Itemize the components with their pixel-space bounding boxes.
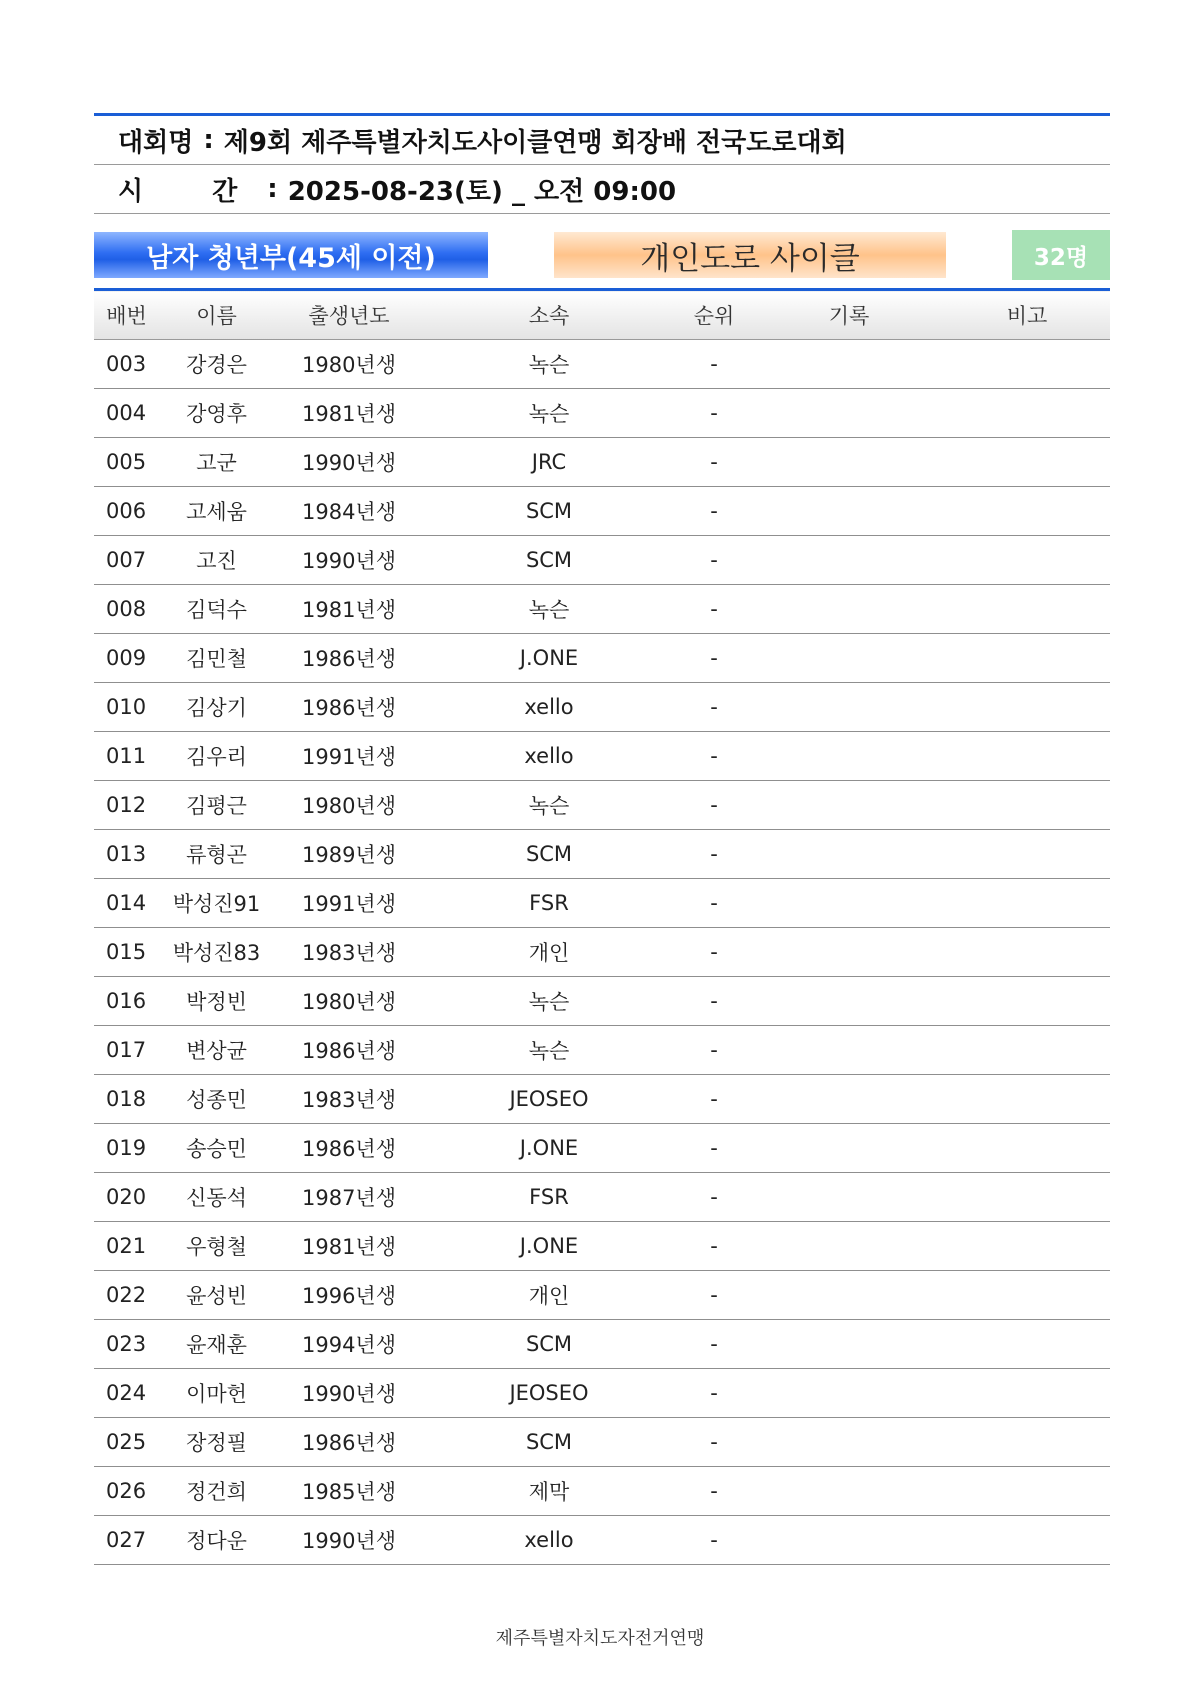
team-cell: SCM: [424, 536, 674, 585]
note-cell: [944, 830, 1110, 879]
rank-cell: -: [674, 340, 754, 389]
bib-cell: 017: [94, 1026, 159, 1075]
table-row: [94, 340, 1110, 389]
record-cell: [754, 977, 944, 1026]
name-cell: 신동석: [159, 1173, 274, 1222]
record-cell: [754, 732, 944, 781]
record-cell: [754, 1075, 944, 1124]
table-row: [94, 1222, 1110, 1271]
team-cell: J.ONE: [424, 1124, 674, 1173]
team-cell: xello: [424, 683, 674, 732]
rank-cell: -: [674, 732, 754, 781]
bib-cell: 023: [94, 1320, 159, 1369]
record-cell: [754, 536, 944, 585]
record-cell: [754, 634, 944, 683]
rank-cell: -: [674, 1124, 754, 1173]
name-cell: 류형곤: [159, 830, 274, 879]
note-cell: [944, 928, 1110, 977]
rank-cell: -: [674, 928, 754, 977]
birth-year-cell: 1990년생: [274, 536, 424, 585]
team-cell: JRC: [424, 438, 674, 487]
record-cell: [754, 1124, 944, 1173]
rank-cell: -: [674, 879, 754, 928]
name-cell: 이마헌: [159, 1369, 274, 1418]
bib-cell: 018: [94, 1075, 159, 1124]
table-row: [94, 1173, 1110, 1222]
team-cell: 녹슨: [424, 781, 674, 830]
rank-cell: -: [674, 536, 754, 585]
note-cell: [944, 438, 1110, 487]
bib-cell: 009: [94, 634, 159, 683]
rank-cell: -: [674, 585, 754, 634]
footer-organization: 제주특별자치도자전거연맹: [495, 1628, 705, 1649]
rank-cell: -: [674, 1369, 754, 1418]
bib-cell: 020: [94, 1173, 159, 1222]
event-separator: :: [203, 125, 214, 155]
team-cell: JEOSEO: [424, 1075, 674, 1124]
table-row: [94, 830, 1110, 879]
name-cell: 우형철: [159, 1222, 274, 1271]
bib-cell: 013: [94, 830, 159, 879]
record-cell: [754, 585, 944, 634]
note-cell: [944, 1271, 1110, 1320]
record-cell: [754, 879, 944, 928]
note-cell: [944, 585, 1110, 634]
record-cell: [754, 928, 944, 977]
birth-year-cell: 1990년생: [274, 1369, 424, 1418]
document-page: [94, 113, 1110, 1565]
table-row: [94, 585, 1110, 634]
bib-cell: 004: [94, 389, 159, 438]
name-cell: 김평근: [159, 781, 274, 830]
team-cell: 녹슨: [424, 1026, 674, 1075]
birth-year-cell: 1981년생: [274, 585, 424, 634]
team-cell: J.ONE: [424, 1222, 674, 1271]
column-header-name: 이름: [159, 290, 274, 340]
entry-table: [94, 288, 1110, 1565]
table-row: [94, 928, 1110, 977]
bib-cell: 022: [94, 1271, 159, 1320]
team-cell: 개인: [424, 928, 674, 977]
rank-cell: -: [674, 487, 754, 536]
name-cell: 윤재훈: [159, 1320, 274, 1369]
rank-cell: -: [674, 1320, 754, 1369]
bib-cell: 003: [94, 340, 159, 389]
time-separator: :: [267, 174, 278, 204]
event-name: 제9회 제주특별자치도사이클연맹 회장배 전국도로대회: [223, 127, 847, 158]
table-row: [94, 1369, 1110, 1418]
rank-cell: -: [674, 1467, 754, 1516]
table-row: [94, 634, 1110, 683]
birth-year-cell: 1986년생: [274, 634, 424, 683]
bib-cell: 025: [94, 1418, 159, 1467]
record-cell: [754, 389, 944, 438]
team-cell: SCM: [424, 1418, 674, 1467]
table-row: [94, 1516, 1110, 1565]
team-cell: SCM: [424, 1320, 674, 1369]
column-header-birth-year: 출생년도: [274, 290, 424, 340]
record-cell: [754, 438, 944, 487]
birth-year-cell: 1985년생: [274, 1467, 424, 1516]
record-cell: [754, 1222, 944, 1271]
rank-cell: -: [674, 1271, 754, 1320]
bib-cell: 024: [94, 1369, 159, 1418]
note-cell: [944, 1075, 1110, 1124]
event-name-row: [94, 116, 1110, 165]
record-cell: [754, 1369, 944, 1418]
note-cell: [944, 536, 1110, 585]
birth-year-cell: 1984년생: [274, 487, 424, 536]
note-cell: [944, 634, 1110, 683]
record-cell: [754, 1320, 944, 1369]
rank-cell: -: [674, 1516, 754, 1565]
note-cell: [944, 389, 1110, 438]
note-cell: [944, 1467, 1110, 1516]
note-cell: [944, 1222, 1110, 1271]
bib-cell: 010: [94, 683, 159, 732]
table-row: [94, 1075, 1110, 1124]
participant-count-badge: 32명: [1012, 230, 1110, 280]
bib-cell: 027: [94, 1516, 159, 1565]
name-cell: 고세움: [159, 487, 274, 536]
note-cell: [944, 340, 1110, 389]
table-row: [94, 438, 1110, 487]
name-cell: 김상기: [159, 683, 274, 732]
name-cell: 변상균: [159, 1026, 274, 1075]
team-cell: 녹슨: [424, 389, 674, 438]
rank-cell: -: [674, 389, 754, 438]
name-cell: 김덕수: [159, 585, 274, 634]
note-cell: [944, 781, 1110, 830]
birth-year-cell: 1981년생: [274, 389, 424, 438]
birth-year-cell: 1986년생: [274, 1026, 424, 1075]
rank-cell: -: [674, 1075, 754, 1124]
rank-cell: -: [674, 1026, 754, 1075]
team-cell: 개인: [424, 1271, 674, 1320]
name-cell: 강경은: [159, 340, 274, 389]
rank-cell: -: [674, 1173, 754, 1222]
table-body: [94, 340, 1110, 1565]
team-cell: 녹슨: [424, 977, 674, 1026]
birth-year-cell: 1986년생: [274, 683, 424, 732]
record-cell: [754, 1026, 944, 1075]
bib-cell: 008: [94, 585, 159, 634]
team-cell: 제막: [424, 1467, 674, 1516]
team-cell: xello: [424, 732, 674, 781]
category-bar: [94, 214, 1110, 288]
birth-year-cell: 1983년생: [274, 1075, 424, 1124]
note-cell: [944, 1516, 1110, 1565]
birth-year-cell: 1990년생: [274, 1516, 424, 1565]
rank-cell: -: [674, 634, 754, 683]
note-cell: [944, 1320, 1110, 1369]
table-row: [94, 389, 1110, 438]
name-cell: 김우리: [159, 732, 274, 781]
birth-year-cell: 1996년생: [274, 1271, 424, 1320]
birth-year-cell: 1983년생: [274, 928, 424, 977]
record-cell: [754, 1516, 944, 1565]
bib-cell: 016: [94, 977, 159, 1026]
column-header-record: 기록: [754, 290, 944, 340]
note-cell: [944, 1173, 1110, 1222]
bib-cell: 014: [94, 879, 159, 928]
column-header-rank: 순위: [674, 290, 754, 340]
time-label: 시 간: [118, 176, 268, 207]
bib-cell: 012: [94, 781, 159, 830]
record-cell: [754, 781, 944, 830]
event-time-row: [94, 165, 1110, 214]
name-cell: 송승민: [159, 1124, 274, 1173]
bib-cell: 007: [94, 536, 159, 585]
name-cell: 고진: [159, 536, 274, 585]
team-cell: FSR: [424, 879, 674, 928]
name-cell: 윤성빈: [159, 1271, 274, 1320]
birth-year-cell: 1986년생: [274, 1124, 424, 1173]
table-row: [94, 487, 1110, 536]
table-header-row: [94, 290, 1110, 340]
note-cell: [944, 1124, 1110, 1173]
table-row: [94, 1320, 1110, 1369]
team-cell: SCM: [424, 830, 674, 879]
column-header-bib: 배번: [94, 290, 159, 340]
birth-year-cell: 1991년생: [274, 879, 424, 928]
name-cell: 고군: [159, 438, 274, 487]
bib-cell: 005: [94, 438, 159, 487]
division-banner: 남자 청년부(45세 이전): [94, 232, 488, 278]
table-row: [94, 781, 1110, 830]
bib-cell: 011: [94, 732, 159, 781]
name-cell: 박성진91: [159, 879, 274, 928]
team-cell: 녹슨: [424, 340, 674, 389]
table-row: [94, 1271, 1110, 1320]
table-row: [94, 977, 1110, 1026]
bib-cell: 019: [94, 1124, 159, 1173]
name-cell: 강영후: [159, 389, 274, 438]
birth-year-cell: 1986년생: [274, 1418, 424, 1467]
event-info: [94, 113, 1110, 214]
name-cell: 정건희: [159, 1467, 274, 1516]
table-row: [94, 879, 1110, 928]
birth-year-cell: 1987년생: [274, 1173, 424, 1222]
record-cell: [754, 340, 944, 389]
bib-cell: 026: [94, 1467, 159, 1516]
bib-cell: 021: [94, 1222, 159, 1271]
table-row: [94, 1124, 1110, 1173]
note-cell: [944, 1026, 1110, 1075]
birth-year-cell: 1994년생: [274, 1320, 424, 1369]
name-cell: 성종민: [159, 1075, 274, 1124]
table-row: [94, 1026, 1110, 1075]
team-cell: 녹슨: [424, 585, 674, 634]
event-label: 대회명: [118, 127, 194, 158]
bib-cell: 006: [94, 487, 159, 536]
table-row: [94, 1467, 1110, 1516]
note-cell: [944, 1418, 1110, 1467]
rank-cell: -: [674, 1418, 754, 1467]
team-cell: xello: [424, 1516, 674, 1565]
table-row: [94, 1418, 1110, 1467]
note-cell: [944, 977, 1110, 1026]
note-cell: [944, 1369, 1110, 1418]
table-row: [94, 683, 1110, 732]
birth-year-cell: 1989년생: [274, 830, 424, 879]
column-header-team: 소속: [424, 290, 674, 340]
team-cell: FSR: [424, 1173, 674, 1222]
rank-cell: -: [674, 683, 754, 732]
name-cell: 정다운: [159, 1516, 274, 1565]
note-cell: [944, 487, 1110, 536]
team-cell: JEOSEO: [424, 1369, 674, 1418]
record-cell: [754, 1271, 944, 1320]
name-cell: 박성진83: [159, 928, 274, 977]
record-cell: [754, 683, 944, 732]
name-cell: 김민철: [159, 634, 274, 683]
rank-cell: -: [674, 830, 754, 879]
record-cell: [754, 1467, 944, 1516]
name-cell: 박정빈: [159, 977, 274, 1026]
team-cell: J.ONE: [424, 634, 674, 683]
birth-year-cell: 1990년생: [274, 438, 424, 487]
birth-year-cell: 1980년생: [274, 340, 424, 389]
note-cell: [944, 732, 1110, 781]
record-cell: [754, 487, 944, 536]
rank-cell: -: [674, 781, 754, 830]
discipline-banner: 개인도로 사이클: [554, 232, 946, 278]
record-cell: [754, 1418, 944, 1467]
birth-year-cell: 1981년생: [274, 1222, 424, 1271]
column-header-note: 비고: [944, 290, 1110, 340]
birth-year-cell: 1980년생: [274, 977, 424, 1026]
bib-cell: 015: [94, 928, 159, 977]
birth-year-cell: 1991년생: [274, 732, 424, 781]
note-cell: [944, 879, 1110, 928]
rank-cell: -: [674, 1222, 754, 1271]
rank-cell: -: [674, 977, 754, 1026]
rank-cell: -: [674, 438, 754, 487]
team-cell: SCM: [424, 487, 674, 536]
time-value: 2025-08-23(토) _ 오전 09:00: [287, 176, 677, 207]
record-cell: [754, 830, 944, 879]
table-row: [94, 732, 1110, 781]
record-cell: [754, 1173, 944, 1222]
table-row: [94, 536, 1110, 585]
name-cell: 장정필: [159, 1418, 274, 1467]
birth-year-cell: 1980년생: [274, 781, 424, 830]
note-cell: [944, 683, 1110, 732]
